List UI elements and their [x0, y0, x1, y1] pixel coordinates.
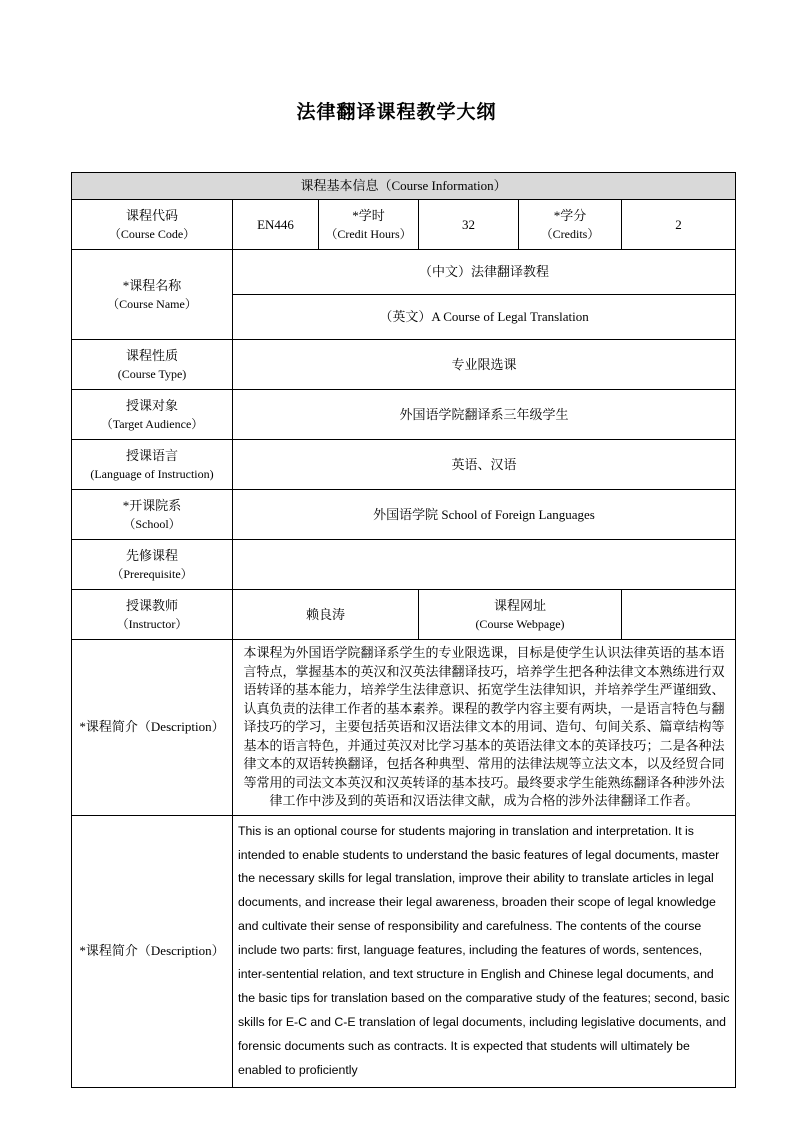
course-type-label-cn: 课程性质 — [125, 348, 178, 364]
table-row-school — [72, 490, 736, 540]
table-row-description-cn — [72, 640, 736, 815]
course-webpage-label — [419, 590, 622, 640]
prerequisite-value — [233, 540, 736, 590]
school-label — [72, 490, 233, 540]
prerequisite-label-en: （Prerequisite） — [111, 566, 193, 581]
target-audience-value: 外国语学院翻译系三年级学生 — [233, 390, 736, 440]
description-cn-label: *课程简介（Description） — [72, 640, 233, 815]
table-row-course-name-cn — [72, 250, 736, 295]
target-audience-label — [72, 390, 233, 440]
course-name-label-en: （Course Name） — [107, 296, 197, 311]
course-code-value: EN446 — [233, 200, 319, 250]
credits-label — [519, 200, 622, 250]
school-value: 外国语学院 School of Foreign Languages — [233, 490, 736, 540]
course-type-value: 专业限选课 — [233, 340, 736, 390]
course-name-label — [72, 250, 233, 340]
description-cn-value: 本课程为外国语学院翻译系学生的专业限选课，目标是使学生认识法律英语的基本语言特点，掌握基本的英汉和汉英法律翻译技巧，培养学生把各种法律文本熟练进行双语转译的基本能力，培养学生法律意识、拓宽学生法律知识，并培养学生严谨细致、认真负责的法律工作者的基本素养。课程的教学内容主要有两块，一是语言特色与翻译技巧的学习，主要包括英语和汉语法律文本的用词、造句、句间关系、篇章结构等基本的语言特色，并通过英汉对比学习基本的英语法律文本的英译技巧；二是各种法律文本的双语转换翻译，包括各种典型、常用的法律法规等立法文本，以及经贸合同等常用的司法文本英汉和汉英转译的基本技巧。最终要求学生能熟练翻译各种涉外法律工作中涉及到的英语和汉语法律文献，成为合格的涉外法律翻译工作者。 — [233, 640, 736, 815]
course-code-label-cn: 课程代码 — [125, 208, 178, 224]
school-label-cn: *开课院系 — [122, 498, 182, 514]
table-row-language — [72, 440, 736, 490]
credit-hours-label-cn: *学时 — [352, 208, 385, 224]
course-webpage-label-cn: 课程网址 — [493, 598, 546, 614]
credit-hours-label — [319, 200, 419, 250]
credits-label-cn: *学分 — [553, 208, 587, 224]
credit-hours-label-en: （Credit Hours） — [325, 226, 412, 241]
language-value: 英语、汉语 — [233, 440, 736, 490]
prerequisite-label — [72, 540, 233, 590]
table-row-course-type — [72, 340, 736, 390]
table-row-course-code — [72, 200, 736, 250]
description-en-label: *课程简介（Description） — [72, 815, 233, 1088]
target-audience-label-cn: 授课对象 — [125, 398, 178, 414]
course-type-label — [72, 340, 233, 390]
course-information-header: 课程基本信息（Course Information） — [72, 173, 736, 200]
course-webpage-label-en: (Course Webpage) — [475, 616, 565, 631]
instructor-label-cn: 授课教师 — [125, 598, 178, 614]
course-name-label-cn: *课程名称 — [122, 278, 182, 294]
school-label-en: （School） — [123, 516, 181, 531]
table-header-row — [72, 173, 736, 200]
table-row-instructor — [72, 590, 736, 640]
credit-hours-value: 32 — [419, 200, 519, 250]
course-type-label-en: (Course Type) — [117, 366, 187, 381]
credits-label-en: （Credits） — [540, 226, 600, 241]
table-row-target-audience — [72, 390, 736, 440]
target-audience-label-en: （Target Audience） — [100, 416, 204, 431]
instructor-label — [72, 590, 233, 640]
course-name-value-en: （英文）A Course of Legal Translation — [233, 295, 736, 340]
description-en-value: This is an optional course for students majoring in translation and interpretation. It is intended to enable students to understand the basic features of legal documents, master the necessary skills for legal translation, improve their ability to translate articles in legal documents, and increase their legal awareness, broaden their scope of legal knowledge and cultivate their sense of responsibility and carefulness. The contents of the course include two parts: first, language features, including the features of words, sentences, inter-sentential relation, and text structure in English and Chinese legal documents, and the basic tips for translation based on the comparative study of the features; second, basic skills for E-C and C-E translation of legal documents, including legislative documents, and forensic documents such as contracts. It is expected that students will ultimately be enabled to proficiently — [233, 815, 736, 1088]
table-row-prerequisite — [72, 540, 736, 590]
page-title: 法律翻译课程教学大纲 — [296, 102, 497, 123]
instructor-label-en: （Instructor） — [116, 616, 188, 631]
language-label-en: (Language of Instruction) — [90, 466, 214, 481]
course-code-label-en: （Course Code） — [108, 226, 196, 241]
instructor-value: 赖良涛 — [233, 590, 419, 640]
prerequisite-label-cn: 先修课程 — [125, 548, 178, 564]
course-webpage-value — [622, 590, 736, 640]
language-label — [72, 440, 233, 490]
course-code-label — [72, 200, 233, 250]
language-label-cn: 授课语言 — [125, 448, 178, 464]
course-name-value-cn: （中文）法律翻译教程 — [233, 250, 736, 295]
course-information-table — [71, 172, 736, 1088]
table-row-description-en — [72, 815, 736, 1088]
credits-value: 2 — [622, 200, 736, 250]
